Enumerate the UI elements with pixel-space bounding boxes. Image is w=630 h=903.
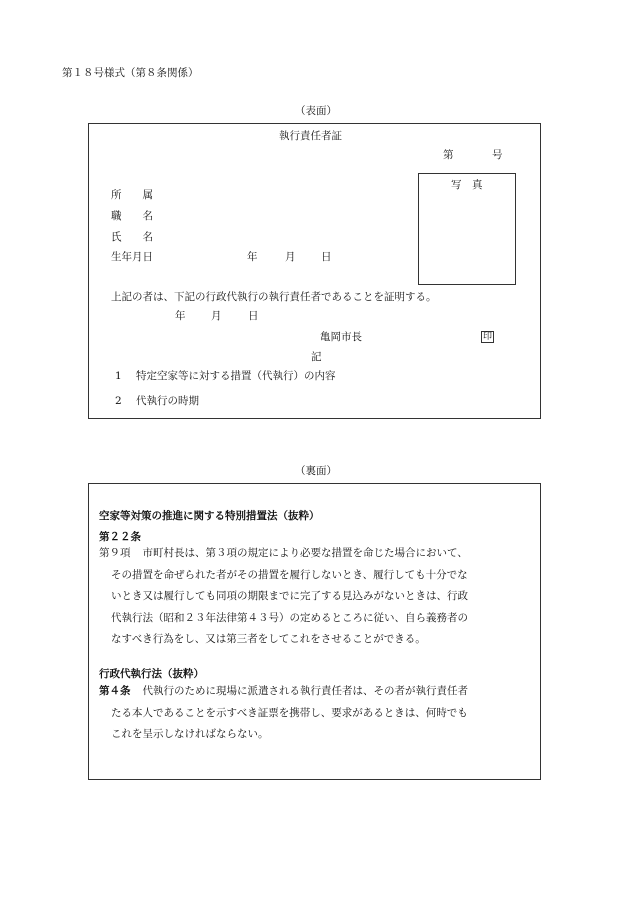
photo-label: 写 真: [451, 179, 483, 191]
card-title: 執行責任者証: [279, 130, 342, 142]
law1-line-3: いとき又は履行しても同項の期限までに完了する見込みがないときは、行政: [111, 590, 468, 602]
number-prefix: 第: [443, 149, 454, 161]
issue-day: 日: [248, 310, 259, 322]
law1-paragraph: [99, 543, 539, 651]
law1-line-2: その措置を命ぜられた者がその措置を履行しないとき、履行しても十分でな: [111, 568, 468, 581]
issue-month: 月: [211, 310, 222, 322]
birth-month: 月: [285, 251, 296, 263]
birth-day: 日: [321, 251, 332, 263]
form-number: 第１８号様式（第８条関係）: [62, 67, 199, 79]
item-2-text: 代執行の時期: [136, 395, 199, 407]
item-1-text: 特定空家等に対する措置（代執行）の内容: [136, 370, 336, 382]
law2-line-2: たる本人であることを示すべき証票を携帯し、要求があるときは、何時でも: [111, 706, 468, 719]
back-card: [88, 483, 541, 780]
law1-line-4: 代執行法（昭和２３年法律第４３号）の定めるところに従い、自ら義務者の: [111, 611, 468, 624]
law2-paragraph: [99, 681, 539, 746]
seal-mark: [481, 331, 494, 342]
field-position: 職 名: [111, 210, 153, 222]
law2-line-1: 代執行のために現場に派遣される執行責任者は、その者が執行責任者: [142, 685, 468, 697]
certification-text: 上記の者は、下記の行政代執行の執行責任者であることを証明する。: [111, 291, 437, 303]
law2-line-3: これを呈示しなければならない。: [111, 728, 269, 740]
notes-heading: 記: [311, 351, 322, 363]
issuer: 亀岡市長: [320, 331, 362, 343]
number-suffix: 号: [492, 149, 503, 161]
seal-label: 印: [483, 332, 493, 342]
field-birthdate: 生年月日: [111, 251, 153, 263]
front-section-label: （表面）: [295, 105, 337, 117]
field-affiliation: 所 属: [111, 189, 153, 201]
field-name: 氏 名: [111, 231, 153, 243]
back-section-label: （裏面）: [295, 465, 337, 477]
issue-year: 年: [175, 310, 186, 322]
law1-title: 空家等対策の推進に関する特別措置法（抜粋）: [99, 510, 320, 522]
law2-title: 行政代執行法（抜粋）: [99, 668, 204, 680]
law1-line-5: なすべき行為をし、又は第三者をしてこれをさせることができる。: [111, 633, 426, 645]
item-1-num: 1: [115, 370, 122, 382]
birth-year: 年: [247, 251, 258, 263]
photo-box: [418, 173, 516, 285]
law1-para-label: 第９項: [99, 547, 131, 559]
law1-line-1: 市町村長は、第３項の規定により必要な措置を命じた場合において、: [142, 547, 468, 559]
front-card: [88, 123, 541, 419]
law2-article: 第４条: [99, 685, 131, 697]
law1-article: 第２２条: [99, 531, 141, 543]
item-2-num: 2: [115, 395, 122, 407]
